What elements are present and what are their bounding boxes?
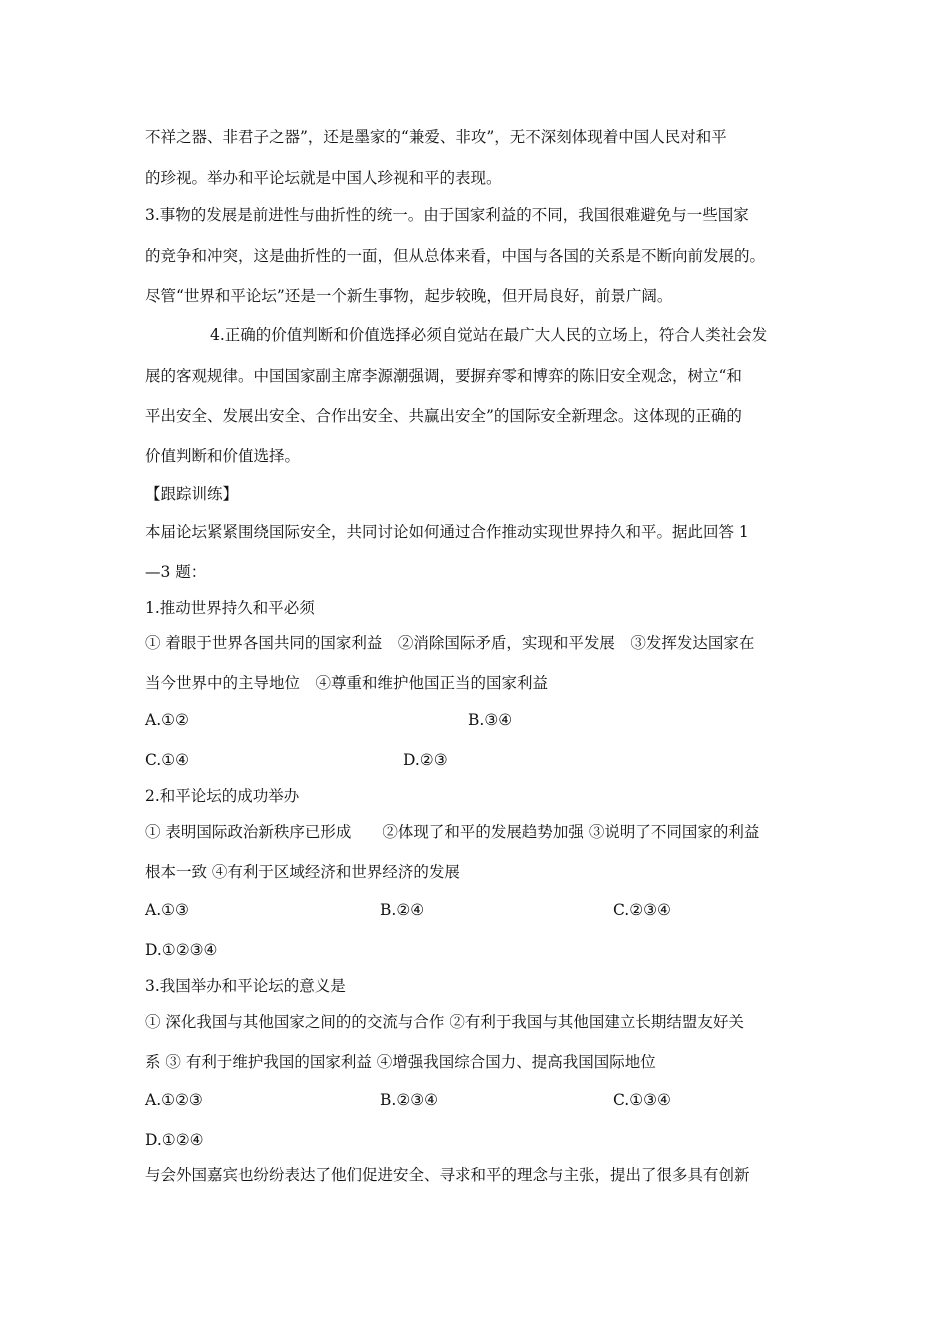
paragraph-2-line-2: 的珍视。举办和平论坛就是中国人珍视和平的表现。 xyxy=(145,169,502,187)
question-2-option-b: B.②④ xyxy=(380,901,425,919)
question-1-option-c: C.①④ xyxy=(145,751,190,769)
paragraph-4-line-3: 平出安全、发展出安全、合作出安全、共赢出安全”的国际安全新理念。这体现的正确的 xyxy=(145,407,742,425)
section-intro-line-2: —3 题： xyxy=(145,563,207,581)
question-3-option-d: D.①②④ xyxy=(145,1131,204,1149)
paragraph-4-line-2: 展的客观规律。中国国家副主席李源潮强调，要摒弃零和博弈的陈旧安全观念，树立“和 xyxy=(145,367,742,385)
question-3-option-a: A.①②③ xyxy=(145,1091,203,1109)
question-3-items-line-2: 系 ③ 有利于维护我国的国家利益 ④增强我国综合国力、提高我国国际地位 xyxy=(145,1053,656,1071)
question-3-stem: 3.我国举办和平论坛的意义是 xyxy=(145,977,346,995)
question-1-option-a: A.①② xyxy=(145,711,189,729)
question-1-option-b: B.③④ xyxy=(468,711,513,729)
paragraph-3-line-2: 的竞争和冲突，这是曲折性的一面，但从总体来看，中国与各国的关系是不断向前发展的。 xyxy=(145,247,766,265)
question-3-option-c: C.①③④ xyxy=(613,1091,671,1109)
question-3-items-line-1: ① 深化我国与其他国家之间的的交流与合作 ②有利于我国与其他国建立长期结盟友好关 xyxy=(145,1013,744,1031)
paragraph-4-line-1: 4.正确的价值判断和价值选择必须自觉站在最广大人民的立场上，符合人类社会发 xyxy=(210,326,768,344)
question-2-option-c: C.②③④ xyxy=(613,901,671,919)
question-2-items-line-2: 根本一致 ④有利于区域经济和世界经济的发展 xyxy=(145,863,460,881)
question-2-option-a: A.①③ xyxy=(145,901,189,919)
question-1-stem: 1.推动世界持久和平必须 xyxy=(145,599,315,617)
section-heading: 【跟踪训练】 xyxy=(145,485,239,503)
paragraph-4-line-4: 价值判断和价值选择。 xyxy=(145,447,301,465)
question-1-items-line-2: 当今世界中的主导地位 ④尊重和维护他国正当的国家利益 xyxy=(145,674,549,692)
question-3-option-b: B.②③④ xyxy=(380,1091,439,1109)
question-1-option-d: D.②③ xyxy=(403,751,448,769)
question-2-option-d: D.①②③④ xyxy=(145,941,218,959)
closing-paragraph-line-1: 与会外国嘉宾也纷纷表达了他们促进安全、寻求和平的理念与主张，提出了很多具有创新 xyxy=(145,1166,750,1184)
question-2-items-line-1: ① 表明国际政治新秩序已形成 ②体现了和平的发展趋势加强 ③说明了不同国家的利益 xyxy=(145,823,760,841)
paragraph-3-line-1: 3.事物的发展是前进性与曲折性的统一。由于国家利益的不同，我国很难避免与一些国家 xyxy=(145,206,749,224)
paragraph-3-line-3: 尽管“世界和平论坛”还是一个新生事物，起步较晚，但开局良好，前景广阔。 xyxy=(145,287,673,305)
section-intro-line-1: 本届论坛紧紧围绕国际安全，共同讨论如何通过合作推动实现世界持久和平。据此回答 1 xyxy=(145,523,749,541)
question-1-items-line-1: ① 着眼于世界各国共同的国家利益 ②消除国际矛盾，实现和平发展 ③发挥发达国家在 xyxy=(145,634,755,652)
paragraph-2-line-1: 不祥之器、非君子之器”，还是墨家的“兼爱、非攻”，无不深刻体现着中国人民对和平 xyxy=(145,128,727,146)
question-2-stem: 2.和平论坛的成功举办 xyxy=(145,787,300,805)
